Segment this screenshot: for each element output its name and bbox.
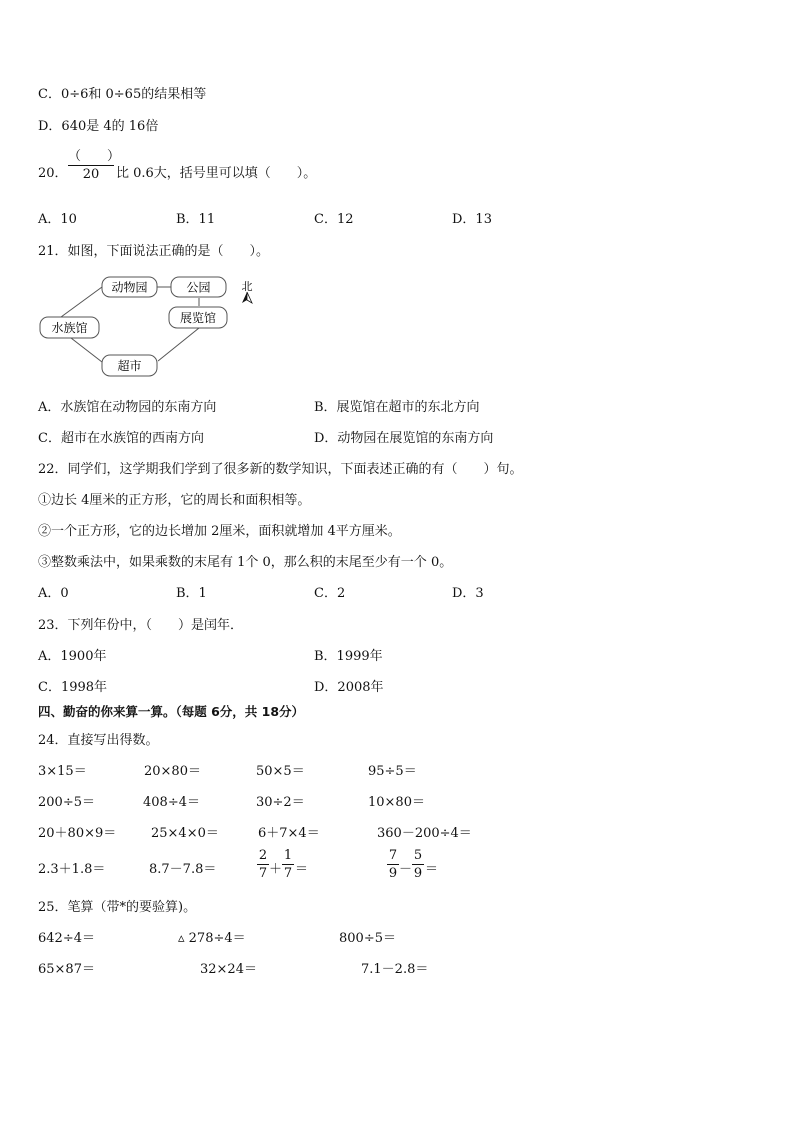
calc-item: 25×4×0＝ <box>151 826 219 841</box>
q22-statement-1: ①边长 4厘米的正方形，它的周长和面积相等。 <box>38 493 311 508</box>
calc-item: 30÷2＝ <box>256 795 305 810</box>
fraction-numerator: 5 <box>413 848 423 863</box>
fraction-denominator: 7 <box>283 866 293 881</box>
calc-item: 360－200÷4＝ <box>377 826 472 841</box>
calc-item: 2.3＋1.8＝ <box>38 862 106 877</box>
q20-fraction <box>68 149 121 182</box>
q21-stem: 21．如图，下面说法正确的是（ ）。 <box>38 244 270 259</box>
operator: ＋ <box>269 862 283 877</box>
q19-option-d: D．640是 4的 16倍 <box>38 119 159 134</box>
q25-stem: 25．笔算（带*的要验算)。 <box>38 900 197 915</box>
q23-stem: 23．下列年份中，（ ）是闰年． <box>38 618 244 633</box>
map-node-zoo <box>102 277 157 297</box>
fraction-denominator: 9 <box>413 866 423 881</box>
fraction-denominator: 7 <box>258 866 268 881</box>
q23-option-d: D．2008年 <box>314 680 384 695</box>
map-edge <box>158 328 199 361</box>
calc-item: 642÷4＝ <box>38 931 95 946</box>
fraction-bar <box>257 864 269 865</box>
q20-number: 20． <box>38 166 68 181</box>
q20-fraction-denominator: 20 <box>82 167 100 182</box>
q21-option-c: C．超市在水族馆的西南方向 <box>38 431 204 446</box>
equals: ＝ <box>295 862 309 877</box>
q24-stem: 24．直接写出得数。 <box>38 733 159 748</box>
q20-option-d: D．13 <box>452 212 492 227</box>
map-edge <box>71 338 102 362</box>
fraction-numerator: 1 <box>283 848 293 863</box>
q20-option-a: A．10 <box>38 212 77 227</box>
calc-item: 65×87＝ <box>38 962 95 977</box>
calc-item: 10×80＝ <box>368 795 425 810</box>
q22-statement-2: ②一个正方形，它的边长增加 2厘米，面积就增加 4平方厘米。 <box>38 524 401 539</box>
calc-item: 7.1－2.8＝ <box>361 962 429 977</box>
map-node-label: 超市 <box>117 359 142 373</box>
calc-item: 8.7－7.8＝ <box>149 862 217 877</box>
q20-option-c: C．12 <box>314 212 354 227</box>
north-label: 北 <box>241 280 253 293</box>
q22-option-c: C．2 <box>314 586 346 601</box>
q20-fraction-numerator: （ ） <box>68 149 121 164</box>
q20-stem: 比 0.6大，括号里可以填（ ）。 <box>116 166 317 181</box>
fraction-numerator: 2 <box>258 848 268 863</box>
q22-stem: 22．同学们，这学期我们学到了很多新的数学知识，下面表述正确的有（ ）句。 <box>38 462 523 477</box>
q21-option-b: B．展览馆在超市的东北方向 <box>314 400 480 415</box>
fraction-numerator: 7 <box>388 848 398 863</box>
q22-statement-3: ③整数乘法中，如果乘数的末尾有 1个 0，那么积的末尾至少有一个 0。 <box>38 555 453 570</box>
section-heading: 四、勤奋的你来算一算。（每题 6分，共 18分） <box>38 704 305 719</box>
fraction <box>412 848 424 881</box>
map-node-aquarium <box>40 317 99 338</box>
calc-item: 20×80＝ <box>144 764 201 779</box>
calc-item: ▵ 278÷4＝ <box>178 931 246 946</box>
fraction <box>387 848 399 881</box>
north-arrow-icon <box>242 280 253 303</box>
q22-option-a: A．0 <box>38 586 69 601</box>
q23-option-c: C．1998年 <box>38 680 108 695</box>
calc-item: 6＋7×4＝ <box>258 826 320 841</box>
fraction-bar <box>387 864 399 865</box>
map-edge <box>61 287 102 317</box>
calc-item: 50×5＝ <box>256 764 305 779</box>
fraction-bar <box>68 165 114 166</box>
operator: － <box>399 862 413 877</box>
calc-item: 800÷5＝ <box>339 931 396 946</box>
direction-map-diagram <box>36 270 266 382</box>
q20-option-b: B．11 <box>176 212 216 227</box>
q22-option-b: B．1 <box>176 586 207 601</box>
map-node-label: 公园 <box>186 280 211 295</box>
map-node-supermarket <box>102 355 157 376</box>
calc-item: 408÷4＝ <box>143 795 200 810</box>
calc-item: 32×24＝ <box>200 962 257 977</box>
calc-item: 95÷5＝ <box>368 764 417 779</box>
fraction <box>257 848 269 881</box>
map-node-exhibition-hall <box>169 307 227 328</box>
q23-option-b: B．1999年 <box>314 649 383 664</box>
fraction-bar <box>282 864 294 865</box>
fraction-denominator: 9 <box>388 866 398 881</box>
equals: ＝ <box>425 862 439 877</box>
calc-item: 3×15＝ <box>38 764 87 779</box>
fraction <box>282 848 294 881</box>
calc-item: 200÷5＝ <box>38 795 95 810</box>
map-node-label: 展览馆 <box>179 311 217 325</box>
fraction-bar <box>412 864 424 865</box>
map-node-park <box>171 277 226 297</box>
calc-item: 20＋80×9＝ <box>38 826 117 841</box>
map-node-label: 水族馆 <box>51 321 88 335</box>
q22-option-d: D．3 <box>452 586 484 601</box>
q21-option-a: A．水族馆在动物园的东南方向 <box>38 400 217 415</box>
q23-option-a: A．1900年 <box>38 649 107 664</box>
q21-option-d: D．动物园在展览馆的东南方向 <box>314 431 494 446</box>
map-node-label: 动物园 <box>111 280 148 295</box>
q19-option-c: C．0÷6和 0÷65的结果相等 <box>38 87 207 102</box>
